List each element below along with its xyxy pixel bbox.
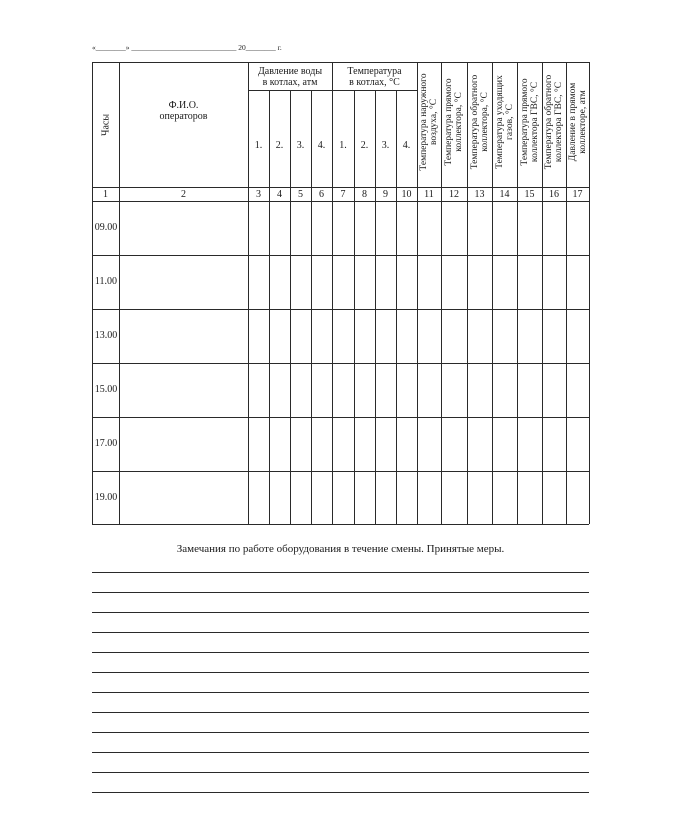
- column-number: 8: [362, 189, 367, 200]
- rotated-column-header: Давление в прямом коллекторе, атм: [567, 82, 588, 162]
- row-rule: [92, 471, 589, 472]
- column-number: 16: [549, 189, 559, 200]
- boiler-number: 3.: [296, 140, 305, 151]
- rotated-column-header: Температура прямого коллектора ГВС, °С: [519, 78, 540, 166]
- rotated-column-header: Температура прямого коллектора, °С: [444, 78, 464, 166]
- column-rule: [119, 62, 120, 524]
- column-number: 13: [474, 189, 485, 200]
- column-rule: [589, 62, 590, 524]
- column-number: 7: [340, 189, 346, 200]
- column-number: 12: [449, 189, 459, 200]
- column-rule: [311, 90, 312, 524]
- remarks-line[interactable]: [92, 632, 589, 633]
- remarks-line[interactable]: [92, 792, 589, 793]
- column-number: 15: [524, 189, 535, 200]
- column-rule: [441, 62, 442, 524]
- remarks-title: Замечания по работе оборудования в течение смены. Принятые меры.: [176, 543, 505, 555]
- column-number: 6: [319, 189, 324, 200]
- boiler-number: 3.: [381, 140, 390, 151]
- column-rule: [248, 62, 249, 524]
- remarks-line[interactable]: [92, 612, 589, 613]
- column-number: 10: [401, 189, 412, 200]
- remarks-line[interactable]: [92, 712, 589, 713]
- rotated-column-header: Температура наружного воздуха, °С: [419, 73, 439, 171]
- boiler-number: 2.: [360, 140, 369, 151]
- water-pressure-header: Давление воды в котлах, атм: [257, 66, 323, 88]
- column-number: 2: [181, 189, 186, 200]
- column-number: 11: [424, 189, 434, 200]
- rotated-column-header: Температура уходящих газов, °С: [494, 75, 515, 169]
- rotated-column-header: Температура обратного коллектора, °С: [469, 74, 490, 170]
- column-number: 17: [572, 189, 583, 200]
- row-rule: [92, 255, 589, 256]
- boiler-number: 2.: [275, 140, 284, 151]
- column-number: 9: [383, 189, 388, 200]
- time-label: 13.00: [94, 330, 118, 341]
- column-rule: [566, 62, 567, 524]
- remarks-line[interactable]: [92, 752, 589, 753]
- column-number: 4: [277, 189, 282, 200]
- row-rule: [92, 363, 589, 364]
- column-rule: [269, 90, 270, 524]
- column-number: 1: [103, 189, 108, 200]
- column-number: 14: [499, 189, 510, 200]
- time-label: 17.00: [94, 438, 118, 449]
- column-number: 5: [298, 189, 303, 200]
- header-bottom-rule: [92, 187, 589, 188]
- remarks-line[interactable]: [92, 592, 589, 593]
- boiler-number: 4.: [402, 140, 411, 151]
- column-rule: [417, 62, 418, 524]
- boiler-number: 1.: [254, 140, 263, 151]
- column-rule: [492, 62, 493, 524]
- column-rule: [467, 62, 468, 524]
- row-rule: [92, 524, 589, 525]
- temperature-header: Температура в котлах, °С: [347, 66, 402, 88]
- remarks-line[interactable]: [92, 772, 589, 773]
- row-rule: [92, 417, 589, 418]
- operators-header: Ф.И.О. операторов: [159, 100, 208, 122]
- numbers-bottom-rule: [92, 201, 589, 202]
- time-label: 19.00: [94, 491, 118, 503]
- column-rule: [375, 90, 376, 524]
- time-label: 15.00: [94, 384, 118, 395]
- remarks-line[interactable]: [92, 672, 589, 673]
- boiler-number: 1.: [339, 140, 347, 151]
- boiler-number: 4.: [317, 140, 326, 151]
- remarks-line[interactable]: [92, 692, 589, 693]
- remarks-line[interactable]: [92, 652, 589, 653]
- date-line: «________» ____________________________ 20________ г.: [92, 43, 282, 52]
- remarks-line[interactable]: [92, 732, 589, 733]
- time-label: 09.00: [94, 222, 118, 233]
- remarks-line[interactable]: [92, 572, 589, 573]
- column-rule: [290, 90, 291, 524]
- column-rule: [396, 90, 397, 524]
- column-rule: [92, 62, 93, 524]
- hours-header: Часы: [100, 113, 111, 137]
- row-rule: [92, 309, 589, 310]
- column-rule: [354, 90, 355, 524]
- time-label: 11.00: [94, 276, 118, 287]
- column-rule: [332, 62, 333, 524]
- column-number: 3: [256, 189, 261, 200]
- column-rule: [517, 62, 518, 524]
- column-rule: [542, 62, 543, 524]
- rotated-column-header: Температура обратного коллектора ГВС, °С: [544, 74, 564, 170]
